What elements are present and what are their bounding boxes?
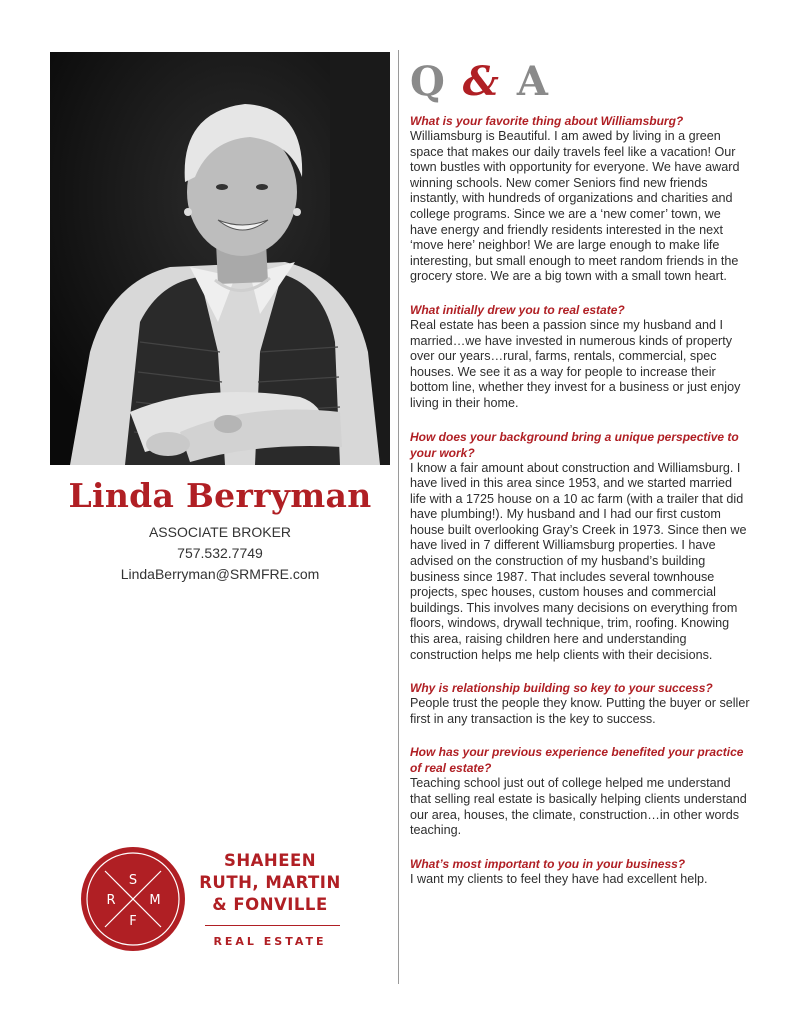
qa-list bbox=[410, 113, 750, 904]
agent-phone[interactable]: 757.532.7749 bbox=[177, 545, 263, 561]
qa-question: What initially drew you to real estate? bbox=[410, 302, 625, 317]
qa-question: What is your favorite thing about Williamsburg? bbox=[410, 114, 684, 128]
brokerage-rule bbox=[205, 925, 340, 926]
brokerage-line-1: SHAHEEN bbox=[223, 851, 317, 870]
qa-answer: I want my clients to feel they have had excellent help. bbox=[410, 871, 708, 886]
agent-name: Linda Berryman bbox=[68, 476, 372, 515]
qa-question: How has your previous experience benefited your practice of real estate? bbox=[410, 745, 744, 776]
portrait-illustration bbox=[50, 52, 390, 465]
qa-item bbox=[410, 113, 750, 285]
qa-item bbox=[410, 680, 750, 727]
qa-answer: I know a fair amount about construction and Williamsburg. I have lived in this area since 1953, and we started married life with a 1725 house on a 10 ac farm (with a trailer that did have plumbing!). My husband and I had our first custom house built overlooking Gray’s Creek in 1973. Since then we have lived in 7 different Williamsburg properties. I have advised on the construction of my husband’s building business since 1987. That includes several townhouse projects, spec houses, custom houses and commercial buildings. This involves many decisions on everything from floors, windows, drywall technique, trim, roofing. Knowing this area, raising children here and understanding construction helps me help clients with their decisions. bbox=[410, 460, 747, 662]
qa-item bbox=[410, 302, 750, 412]
qa-question: Why is relationship building so key to your success? bbox=[410, 681, 713, 696]
agent-contact-block bbox=[50, 522, 390, 585]
brokerage-line-2: RUTH, MARTIN bbox=[199, 873, 341, 892]
qa-heading-amp: & bbox=[462, 58, 501, 105]
qa-answer: Real estate has been a passion since my husband and I married…we have invested in numerous kinds of property over our years…rural, farms, rentals, commercial, spec houses. We see it as a way for people to increase their bottom line, whether they invest for a business or just enjoy living in their home. bbox=[410, 317, 741, 410]
qa-question: What’s most important to you in your business? bbox=[410, 856, 686, 871]
agent-portrait-photo bbox=[50, 52, 390, 465]
agent-title: ASSOCIATE BROKER bbox=[148, 524, 292, 540]
qa-item bbox=[410, 744, 750, 838]
qa-item bbox=[410, 429, 750, 664]
qa-heading bbox=[410, 58, 550, 105]
logo-letter-r: R bbox=[106, 893, 116, 908]
vertical-divider bbox=[398, 50, 399, 984]
logo-letter-f: F bbox=[129, 914, 137, 929]
logo-letter-m: M bbox=[149, 893, 161, 908]
brokerage-line-3: & FONVILLE bbox=[212, 895, 328, 914]
qa-heading-a: A bbox=[516, 58, 550, 105]
qa-question: How does your background bring a unique perspective to your work? bbox=[410, 429, 739, 460]
logo-letter-s: S bbox=[128, 873, 138, 888]
brokerage-tagline: REAL ESTATE bbox=[213, 935, 327, 948]
qa-answer: Teaching school just out of college helped me understand that selling real estate is basically helping clients understand our area, houses, the climate, construction…in other words teaching. bbox=[410, 776, 747, 838]
qa-item bbox=[410, 856, 750, 888]
qa-answer: Williamsburg is Beautiful. I am awed by living in a green space that makes our daily travels feel like a vacation! Our town bustles with opportunity for everyone. We have award winning schools. New comer Seniors find new friends instantly, with hundreds of organizations and charities and college programs. Since we are a ‘new comer’ town, we have energy and friendly residents interested in the next ‘move here’ neighbor! We are large enough to make life interesting, but small enough to meet random friends in the grocery store. We are a big town with a small town heart. bbox=[410, 129, 740, 284]
agent-email[interactable]: LindaBerryman@SRMFRE.com bbox=[120, 566, 320, 582]
brokerage-name bbox=[190, 850, 350, 916]
qa-answer: People trust the people they know. Putting the buyer or seller first in any transaction is the key to success. bbox=[410, 696, 750, 726]
qa-heading-q: Q bbox=[410, 58, 447, 105]
